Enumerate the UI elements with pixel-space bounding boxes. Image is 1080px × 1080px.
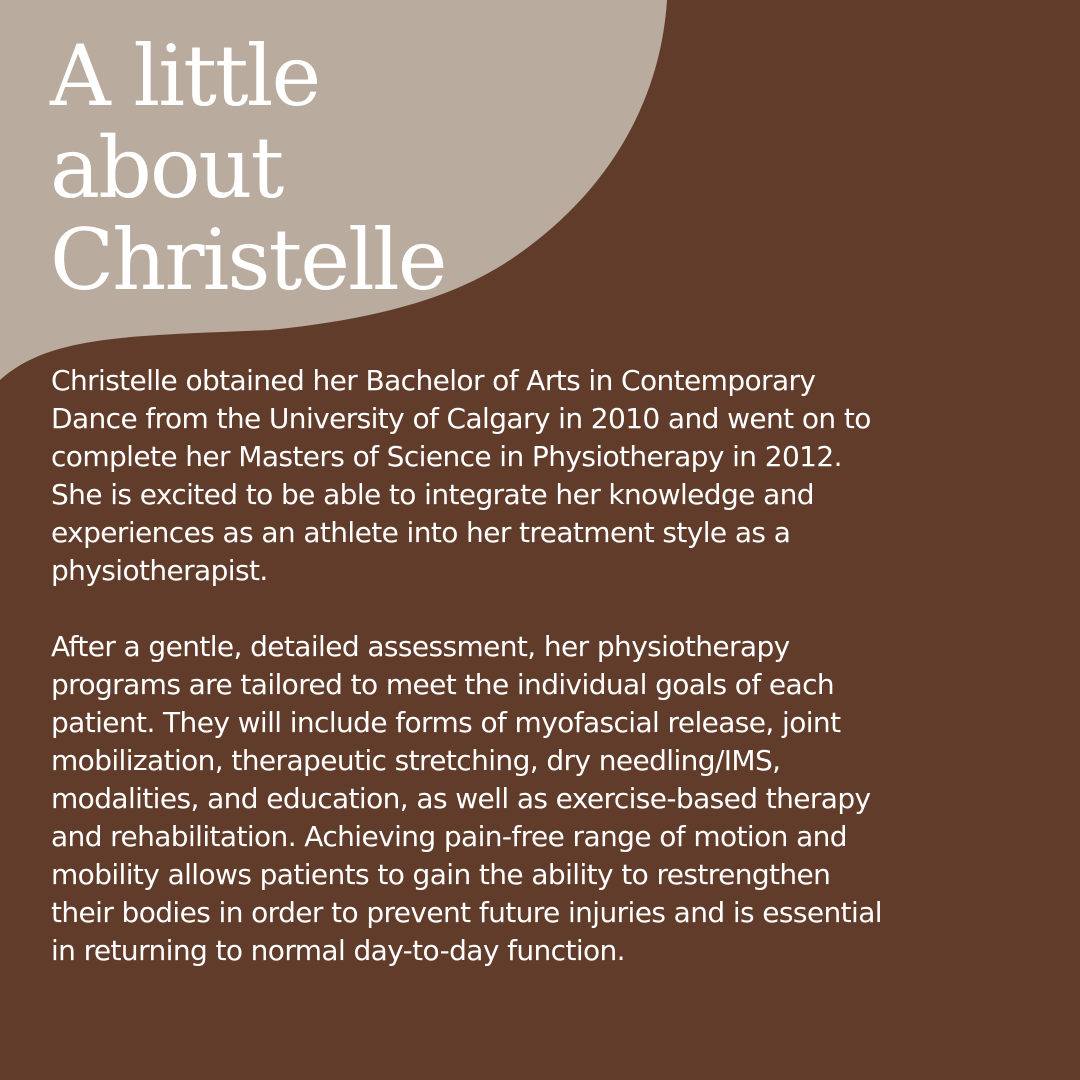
page-title [50, 27, 446, 309]
text-line: Christelle obtained her Bachelor of Arts in Contemporary [51, 364, 816, 397]
text-line: programs are tailored to meet the individual goals of each [51, 668, 835, 701]
text-line: experiences as an athlete into her treatment style as a [51, 516, 791, 549]
bio-text [51, 362, 1051, 970]
title-line: A little [50, 27, 320, 125]
text-line: Dance from the University of Calgary in 2010 and went on to [51, 402, 871, 435]
text-line: patient. They will include forms of myofascial release, joint [51, 706, 841, 739]
text-line: mobilization, therapeutic stretching, dry needling/IMS, [51, 744, 781, 777]
text-line: After a gentle, detailed assessment, her physiotherapy [51, 630, 790, 663]
text-line: complete her Masters of Science in Physiotherapy in 2012. [51, 440, 842, 473]
bio-paragraph-education [51, 362, 1051, 590]
bio-paragraph-treatment [51, 628, 1051, 970]
text-line: and rehabilitation. Achieving pain-free range of motion and [51, 820, 847, 853]
title-line: Christelle [50, 211, 446, 309]
text-line: physiotherapist. [51, 554, 268, 587]
title-line: about [50, 119, 283, 217]
text-line: in returning to normal day-to-day function. [51, 934, 625, 967]
text-line: modalities, and education, as well as exercise-based therapy [51, 782, 871, 815]
text-line: mobility allows patients to gain the ability to restrengthen [51, 858, 831, 891]
text-line: She is excited to be able to integrate her knowledge and [51, 478, 814, 511]
text-line: their bodies in order to prevent future injuries and is essential [51, 896, 882, 929]
